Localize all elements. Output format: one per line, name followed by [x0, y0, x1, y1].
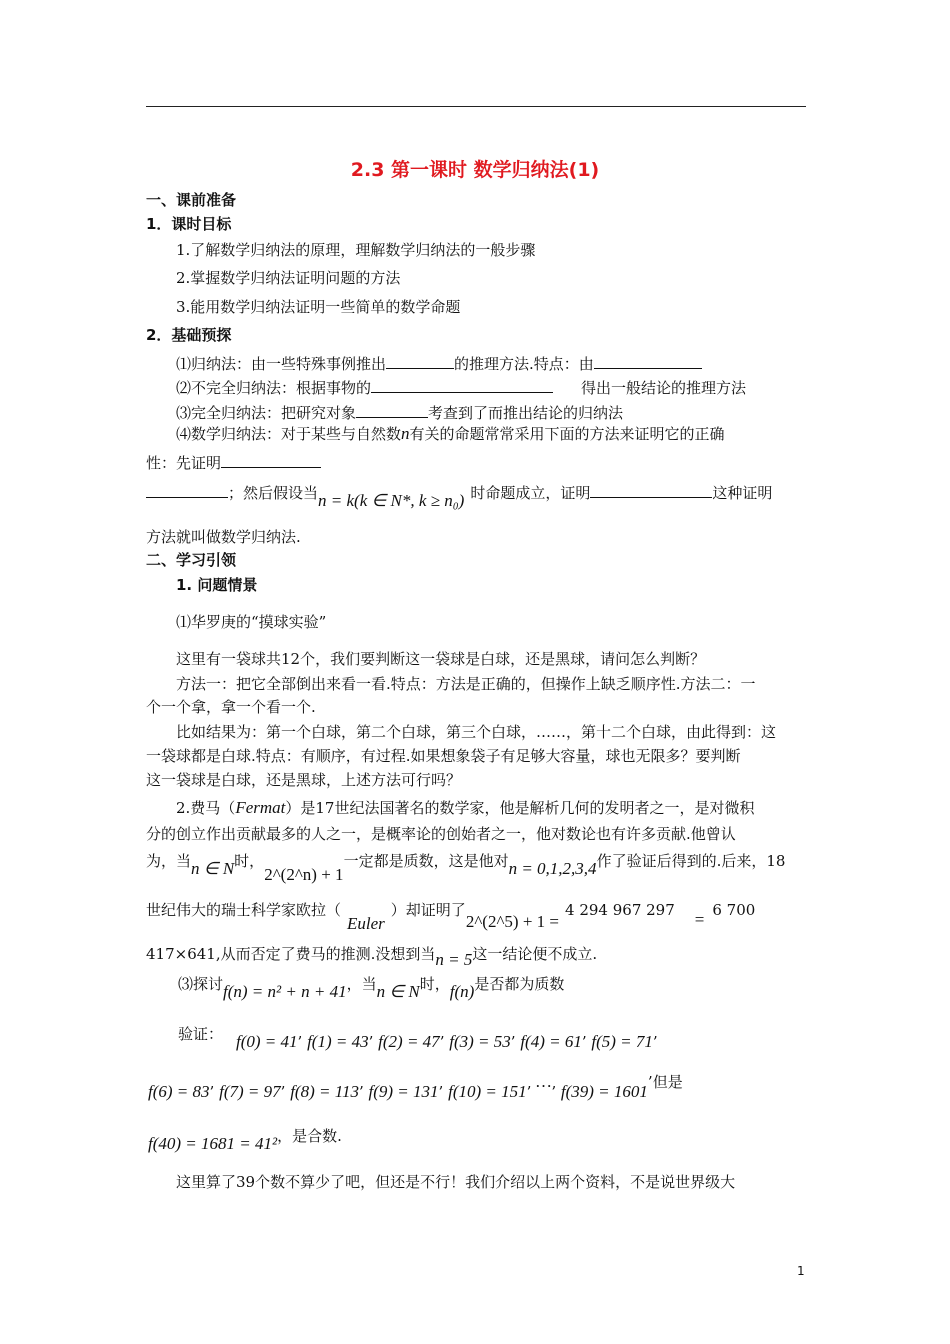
item-incomplete-text-a: ⑵不完全归纳法：根据事物的: [176, 379, 372, 397]
value-item: f(2) = 47: [378, 1032, 440, 1051]
goal-item-1: 1.了解数学归纳法的原理，理解数学归纳法的一般步骤: [176, 241, 536, 259]
explore-text-d: 是否都为质数: [474, 975, 565, 993]
fermat-text-f: 作了验证后得到的.后来，18: [596, 852, 786, 870]
item-complete-induction: [176, 401, 623, 423]
math-euler-number: 2^(2^5) + 1 =: [465, 912, 560, 931]
fill-blank[interactable]: [590, 481, 712, 498]
values-row-2: f(6) = 83’ f(7) = 97’ f(8) = 113’ f(9) = 131’ f(10) = 151’ …’ f(39) = 1601’但是: [148, 1072, 683, 1101]
math-fermat: Fermat: [235, 798, 286, 817]
euler-text-c: 417×641,从而否定了费马的推测.没想到当: [146, 945, 436, 963]
value-ellipsis: …: [536, 1072, 552, 1091]
item-math-text-b: 有关的命题常常采用下面的方法来证明它的正确: [409, 425, 725, 443]
step-text-c: 这种证明: [712, 484, 773, 502]
math-f40: f(40) = 1681 = 41²: [148, 1134, 278, 1153]
value-item: f(0) = 41: [236, 1032, 298, 1051]
scenario-title-1: ⑴华罗庚的“摸球实验”: [176, 613, 327, 631]
value-item: f(6) = 83: [148, 1082, 210, 1101]
item-math-induction-cont: [146, 451, 321, 473]
math-fermat-number: 2^(2^n) + 1: [264, 865, 344, 884]
composite-line: [148, 1126, 342, 1153]
explore-text-b: ，当: [346, 975, 377, 993]
section-heading-1: 一、课前准备: [146, 191, 237, 209]
paragraph-method-b: 个一个拿，拿一个看一个.: [146, 698, 316, 716]
value-item: f(1) = 43: [307, 1032, 369, 1051]
item-induction-text-b: 的推理方法.特点：由: [454, 355, 594, 373]
item-incomplete-text-b: 得出一般结论的推理方法: [581, 379, 747, 397]
math-n-5: n = 5: [435, 950, 473, 969]
paragraph-fermat-2: 分的创立作出贡献最多的人之一，是概率论的创始者之一，他对数论也有许多贡献.他曾认: [146, 825, 736, 843]
paragraph-bag: 这里有一袋球共12个，我们要判断这一袋球是白球，还是黑球，请问怎么判断？: [176, 650, 706, 668]
item-induction-text-a: ⑴归纳法：由一些特殊事例推出: [176, 355, 387, 373]
euler-text-b: ）却证明了: [390, 901, 466, 919]
subheading-goals: 1．课时目标: [146, 215, 232, 233]
item-math-text-c: 性：先证明: [146, 454, 222, 472]
item-math-induction: [176, 424, 725, 444]
value-item: f(4) = 61: [520, 1032, 582, 1051]
value-item: f(7) = 97: [219, 1082, 281, 1101]
step-text-a: ；然后假设当: [228, 484, 319, 502]
fill-blank[interactable]: [221, 451, 321, 468]
value-item: f(39) = 1601: [560, 1082, 648, 1101]
paragraph-explore: [178, 974, 565, 1001]
paragraph-result-c: 这一袋球是白球，还是黑球，上述方法可行吗？: [146, 771, 462, 789]
goal-item-2: 2.掌握数学归纳法证明问题的方法: [176, 269, 401, 287]
euler-factor: 6 700: [712, 901, 756, 919]
subheading-preview: 2．基础预探: [146, 326, 232, 344]
euler-value: 4 294 967 297: [565, 901, 675, 919]
paragraph-fermat-1: [176, 798, 754, 818]
fill-blank[interactable]: [371, 376, 553, 393]
header-rule: [146, 106, 806, 107]
fermat-text-a: 2.费马（: [176, 799, 236, 817]
euler-equals: =: [694, 910, 705, 929]
math-n-values: n = 0,1,2,3,4: [508, 859, 597, 878]
paragraph-result-b: 一袋球都是白球.特点：有顺序，有过程.如果想象袋子有足够大容量，球也无限多？要判断: [146, 747, 741, 765]
paragraph-fermat-3: [146, 851, 786, 884]
but-text: 但是: [652, 1073, 683, 1091]
fill-blank[interactable]: [594, 352, 702, 369]
page-number: 1: [797, 1264, 805, 1278]
paragraph-euler: [146, 900, 756, 933]
item-incomplete-induction: [176, 376, 746, 398]
composite-text: ，是合数.: [277, 1127, 342, 1145]
fermat-text-d: 时，: [234, 852, 265, 870]
definition-line: 方法就叫做数学归纳法.: [146, 528, 301, 546]
euler-text-d: 这一结论便不成立.: [472, 945, 598, 963]
value-item: f(9) = 131: [368, 1082, 439, 1101]
item-complete-text-b: 考查到了而推出结论的归纳法: [428, 404, 624, 422]
math-euler: Euler: [347, 914, 385, 933]
fill-blank[interactable]: [356, 401, 428, 418]
verify-label: 验证：: [178, 1025, 224, 1043]
item-induction: [176, 352, 702, 374]
item-complete-text-a: ⑶完全归纳法：把研究对象: [176, 404, 357, 422]
page-title: 2.3 第一课时 数学归纳法(1): [350, 159, 600, 181]
fill-blank[interactable]: [386, 352, 454, 369]
value-item: f(5) = 71: [591, 1032, 653, 1051]
item-math-induction-step: [146, 481, 773, 510]
goal-item-3: 3.能用数学归纳法证明一些简单的数学命题: [176, 298, 461, 316]
section-heading-2: 二、学习引领: [146, 551, 237, 569]
math-n-in-N: n ∈ N: [191, 859, 235, 878]
math-fn-def: f(n) = n² + n + 41: [223, 982, 347, 1001]
step-text-b: 时命题成立，证明: [470, 484, 591, 502]
paragraph-result-a: 比如结果为：第一个白球，第二个白球，第三个白球，……，第十二个白球，由此得到：这: [176, 723, 777, 741]
fill-blank[interactable]: [146, 481, 228, 498]
paragraph-euler-2: [146, 944, 598, 969]
euler-text-a: 世纪伟大的瑞士科学家欧拉（: [146, 901, 342, 919]
closing-paragraph: 这里算了39个数不算少了吧，但还是不行！我们介绍以上两个资料，不是说世界级大: [176, 1173, 736, 1191]
value-item: f(3) = 53: [449, 1032, 511, 1051]
explore-text-a: ⑶探讨: [178, 975, 224, 993]
math-n: n: [401, 424, 410, 443]
subheading-scenario: 1. 问题情景: [176, 576, 258, 594]
math-n-in-N-2: n ∈ N: [376, 982, 420, 1001]
math-hypothesis: n = k(k ∈ N*, k ≥ n₀): [318, 491, 465, 510]
item-math-text-a: ⑷数学归纳法：对于某些与自然数: [176, 425, 402, 443]
explore-text-c: 时，: [419, 975, 450, 993]
paragraph-method-a: 方法一：把它全部倒出来看一看.特点：方法是正确的，但操作上缺乏顺序性.方法二：一: [176, 675, 756, 693]
fermat-text-e: 一定都是质数，这是他对: [343, 852, 509, 870]
fermat-text-b: ）是17世纪法国著名的数学家，他是解析几何的发明者之一，是对微积: [285, 799, 755, 817]
math-fn: f(n): [449, 982, 475, 1001]
value-item: f(8) = 113: [290, 1082, 359, 1101]
values-row-1: f(0) = 41’ f(1) = 43’ f(2) = 47’ f(3) = 53’ f(4) = 61’ f(5) = 71’: [236, 1032, 658, 1051]
fermat-text-c: 为，当: [146, 852, 192, 870]
value-item: f(10) = 151: [448, 1082, 527, 1101]
